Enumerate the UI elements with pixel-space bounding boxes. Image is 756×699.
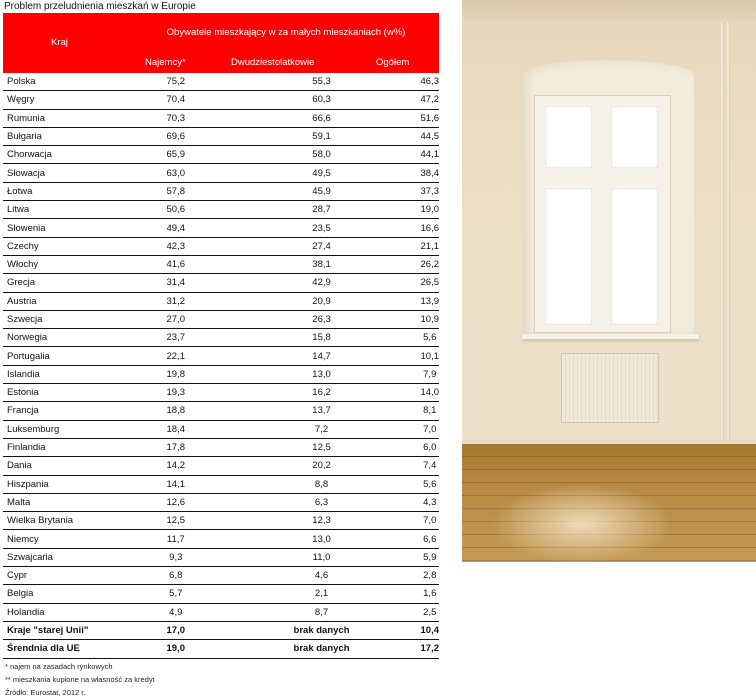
- total-cell: 6,6: [391, 530, 440, 548]
- source-note: Źródło: Eurostat, 2012 r.: [5, 687, 86, 697]
- country-cell: Norwegia: [3, 329, 129, 347]
- table-row: [3, 274, 439, 292]
- twenties-cell: 55,3: [213, 73, 391, 91]
- tenants-cell: 9,3: [129, 548, 213, 566]
- total-cell: 17,2: [391, 640, 440, 658]
- tenants-cell: 19,3: [129, 384, 213, 402]
- country-cell: Holandia: [3, 603, 129, 621]
- tenants-cell: 41,6: [129, 255, 213, 273]
- country-cell: Bułgaria: [3, 127, 129, 145]
- summary-row: [3, 640, 439, 658]
- twenties-cell: 58,0: [213, 146, 391, 164]
- country-cell: Belgia: [3, 585, 129, 603]
- data-table: [3, 73, 439, 659]
- table-row: [3, 457, 439, 475]
- total-cell: 10,1: [391, 347, 440, 365]
- country-cell: Cypr: [3, 567, 129, 585]
- twenties-cell: brak danych: [213, 621, 391, 639]
- document-title: Problem przeludnienia mieszkań w Europie: [4, 1, 196, 12]
- window-pane: [611, 106, 658, 168]
- country-cell: Malta: [3, 493, 129, 511]
- total-cell: 47,2: [391, 91, 440, 109]
- tenants-cell: 11,7: [129, 530, 213, 548]
- country-cell: Portugalia: [3, 347, 129, 365]
- total-cell: 10,9: [391, 310, 440, 328]
- table-row: [3, 219, 439, 237]
- total-cell: 7,4: [391, 457, 440, 475]
- twenties-cell: 49,5: [213, 164, 391, 182]
- table-row: [3, 384, 439, 402]
- country-cell: Estonia: [3, 384, 129, 402]
- twenties-cell: 42,9: [213, 274, 391, 292]
- total-cell: 44,5: [391, 127, 440, 145]
- tenants-cell: 49,4: [129, 219, 213, 237]
- table-row: [3, 255, 439, 273]
- twenties-cell: 20,9: [213, 292, 391, 310]
- table-header: [3, 13, 439, 73]
- total-cell: 19,0: [391, 201, 440, 219]
- total-cell: 7,9: [391, 365, 440, 383]
- total-cell: 14,0: [391, 384, 440, 402]
- country-cell: Grecja: [3, 274, 129, 292]
- total-cell: 8,1: [391, 402, 440, 420]
- total-cell: 10,4: [391, 621, 440, 639]
- table-row: [3, 127, 439, 145]
- twenties-cell: 15,8: [213, 329, 391, 347]
- table-row: [3, 585, 439, 603]
- table-row: [3, 73, 439, 91]
- twenties-cell: 16,2: [213, 384, 391, 402]
- country-cell: Litwa: [3, 201, 129, 219]
- header-twenties: Dwudziestolatkowie: [231, 57, 315, 68]
- tenants-cell: 6,8: [129, 567, 213, 585]
- overcrowding-table-document: [3, 0, 439, 699]
- table-row: [3, 310, 439, 328]
- tenants-cell: 23,7: [129, 329, 213, 347]
- country-cell: Austria: [3, 292, 129, 310]
- total-cell: 38,4: [391, 164, 440, 182]
- tenants-cell: 14,1: [129, 475, 213, 493]
- wooden-floor: [462, 444, 756, 562]
- tenants-cell: 14,2: [129, 457, 213, 475]
- footnote-tenants: * najem na zasadach rynkowych: [5, 661, 113, 671]
- window-frame: [534, 95, 671, 333]
- table-row: [3, 365, 439, 383]
- table-row: [3, 347, 439, 365]
- total-cell: 5,6: [391, 329, 440, 347]
- table-row: [3, 420, 439, 438]
- header-tenants: Najemcy*: [145, 57, 186, 68]
- twenties-cell: 59,1: [213, 127, 391, 145]
- summary-row: [3, 621, 439, 639]
- total-cell: 7,0: [391, 512, 440, 530]
- total-cell: 4,3: [391, 493, 440, 511]
- header-country: Kraj: [51, 37, 68, 48]
- tenants-cell: 19,0: [129, 640, 213, 658]
- twenties-cell: 6,3: [213, 493, 391, 511]
- country-cell: Niemcy: [3, 530, 129, 548]
- country-cell: Szwajcaria: [3, 548, 129, 566]
- table-row: [3, 329, 439, 347]
- total-cell: 51,6: [391, 109, 440, 127]
- tenants-cell: 27,0: [129, 310, 213, 328]
- total-cell: 16,6: [391, 219, 440, 237]
- twenties-cell: 7,2: [213, 420, 391, 438]
- total-cell: 2,8: [391, 567, 440, 585]
- country-cell: Luksemburg: [3, 420, 129, 438]
- tenants-cell: 57,8: [129, 182, 213, 200]
- table-row: [3, 438, 439, 456]
- country-cell: Dania: [3, 457, 129, 475]
- twenties-cell: 38,1: [213, 255, 391, 273]
- heating-pipe: [720, 22, 724, 492]
- tenants-cell: 17,0: [129, 621, 213, 639]
- twenties-cell: 13,0: [213, 530, 391, 548]
- twenties-cell: 26,3: [213, 310, 391, 328]
- table-row: [3, 201, 439, 219]
- table-row: [3, 182, 439, 200]
- tenants-cell: 17,8: [129, 438, 213, 456]
- country-cell: Włochy: [3, 255, 129, 273]
- table-row: [3, 292, 439, 310]
- table-row: [3, 91, 439, 109]
- country-cell: Węgry: [3, 91, 129, 109]
- table-body: [3, 73, 439, 658]
- tenants-cell: 18,8: [129, 402, 213, 420]
- total-cell: 37,3: [391, 182, 440, 200]
- country-cell: Czechy: [3, 237, 129, 255]
- twenties-cell: 2,1: [213, 585, 391, 603]
- tenants-cell: 31,2: [129, 292, 213, 310]
- total-cell: 26,5: [391, 274, 440, 292]
- total-cell: 2,5: [391, 603, 440, 621]
- country-cell: Chorwacja: [3, 146, 129, 164]
- tenants-cell: 50,6: [129, 201, 213, 219]
- tenants-cell: 12,5: [129, 512, 213, 530]
- twenties-cell: 12,5: [213, 438, 391, 456]
- twenties-cell: 12,3: [213, 512, 391, 530]
- country-cell: Słowenia: [3, 219, 129, 237]
- footnote-mortgage: ** mieszkania kupione na własność za kredyt: [5, 674, 155, 684]
- table-row: [3, 237, 439, 255]
- total-cell: 13,9: [391, 292, 440, 310]
- tenants-cell: 19,8: [129, 365, 213, 383]
- country-cell: Wielka Brytania: [3, 512, 129, 530]
- tenants-cell: 5,7: [129, 585, 213, 603]
- twenties-cell: 45,9: [213, 182, 391, 200]
- tenants-cell: 42,3: [129, 237, 213, 255]
- twenties-cell: 27,4: [213, 237, 391, 255]
- tenants-cell: 4,9: [129, 603, 213, 621]
- tenants-cell: 65,9: [129, 146, 213, 164]
- window-pane: [545, 188, 592, 325]
- twenties-cell: 4,6: [213, 567, 391, 585]
- twenties-cell: 23,5: [213, 219, 391, 237]
- twenties-cell: 28,7: [213, 201, 391, 219]
- total-cell: 7,0: [391, 420, 440, 438]
- tenants-cell: 63,0: [129, 164, 213, 182]
- country-cell: Szwecja: [3, 310, 129, 328]
- footnotes: [3, 660, 439, 699]
- country-cell: Polska: [3, 73, 129, 91]
- twenties-cell: 14,7: [213, 347, 391, 365]
- table-row: [3, 109, 439, 127]
- total-cell: 21,1: [391, 237, 440, 255]
- window-sill: [522, 334, 699, 339]
- country-cell: Islandia: [3, 365, 129, 383]
- country-cell: Hiszpania: [3, 475, 129, 493]
- twenties-cell: 8,8: [213, 475, 391, 493]
- tenants-cell: 75,2: [129, 73, 213, 91]
- table-row: [3, 164, 439, 182]
- table-row: [3, 603, 439, 621]
- header-group-label: Obywatele mieszkający w za małych mieszkaniach (w%): [166, 27, 406, 38]
- window-pane: [611, 188, 658, 325]
- total-cell: 6,0: [391, 438, 440, 456]
- table-row: [3, 512, 439, 530]
- table-row: [3, 475, 439, 493]
- twenties-cell: brak danych: [213, 640, 391, 658]
- header-total: Ogółem: [376, 57, 410, 68]
- table-row: [3, 530, 439, 548]
- tenants-cell: 31,4: [129, 274, 213, 292]
- window-pane: [545, 106, 592, 168]
- total-cell: 26,2: [391, 255, 440, 273]
- table-row: [3, 146, 439, 164]
- country-cell: Kraje "starej Unii": [3, 621, 129, 639]
- country-cell: Śrendnia dla UE: [3, 640, 129, 658]
- country-cell: Finlandia: [3, 438, 129, 456]
- total-cell: 44,1: [391, 146, 440, 164]
- table-row: [3, 567, 439, 585]
- twenties-cell: 11,0: [213, 548, 391, 566]
- country-cell: Łotwa: [3, 182, 129, 200]
- country-cell: Rumunia: [3, 109, 129, 127]
- twenties-cell: 60,3: [213, 91, 391, 109]
- room-photo: [462, 0, 756, 562]
- twenties-cell: 66,6: [213, 109, 391, 127]
- ceiling: [462, 0, 756, 20]
- heating-pipe: [726, 22, 730, 492]
- country-cell: Słowacja: [3, 164, 129, 182]
- total-cell: 1,6: [391, 585, 440, 603]
- radiator: [561, 353, 659, 423]
- table-row: [3, 548, 439, 566]
- twenties-cell: 13,7: [213, 402, 391, 420]
- total-cell: 5,9: [391, 548, 440, 566]
- twenties-cell: 8,7: [213, 603, 391, 621]
- tenants-cell: 18,4: [129, 420, 213, 438]
- tenants-cell: 22,1: [129, 347, 213, 365]
- tenants-cell: 12,6: [129, 493, 213, 511]
- twenties-cell: 13,0: [213, 365, 391, 383]
- country-cell: Francja: [3, 402, 129, 420]
- table-row: [3, 402, 439, 420]
- twenties-cell: 20,2: [213, 457, 391, 475]
- total-cell: 46,3: [391, 73, 440, 91]
- tenants-cell: 70,4: [129, 91, 213, 109]
- tenants-cell: 70,3: [129, 109, 213, 127]
- table-row: [3, 493, 439, 511]
- total-cell: 5,6: [391, 475, 440, 493]
- tenants-cell: 69,6: [129, 127, 213, 145]
